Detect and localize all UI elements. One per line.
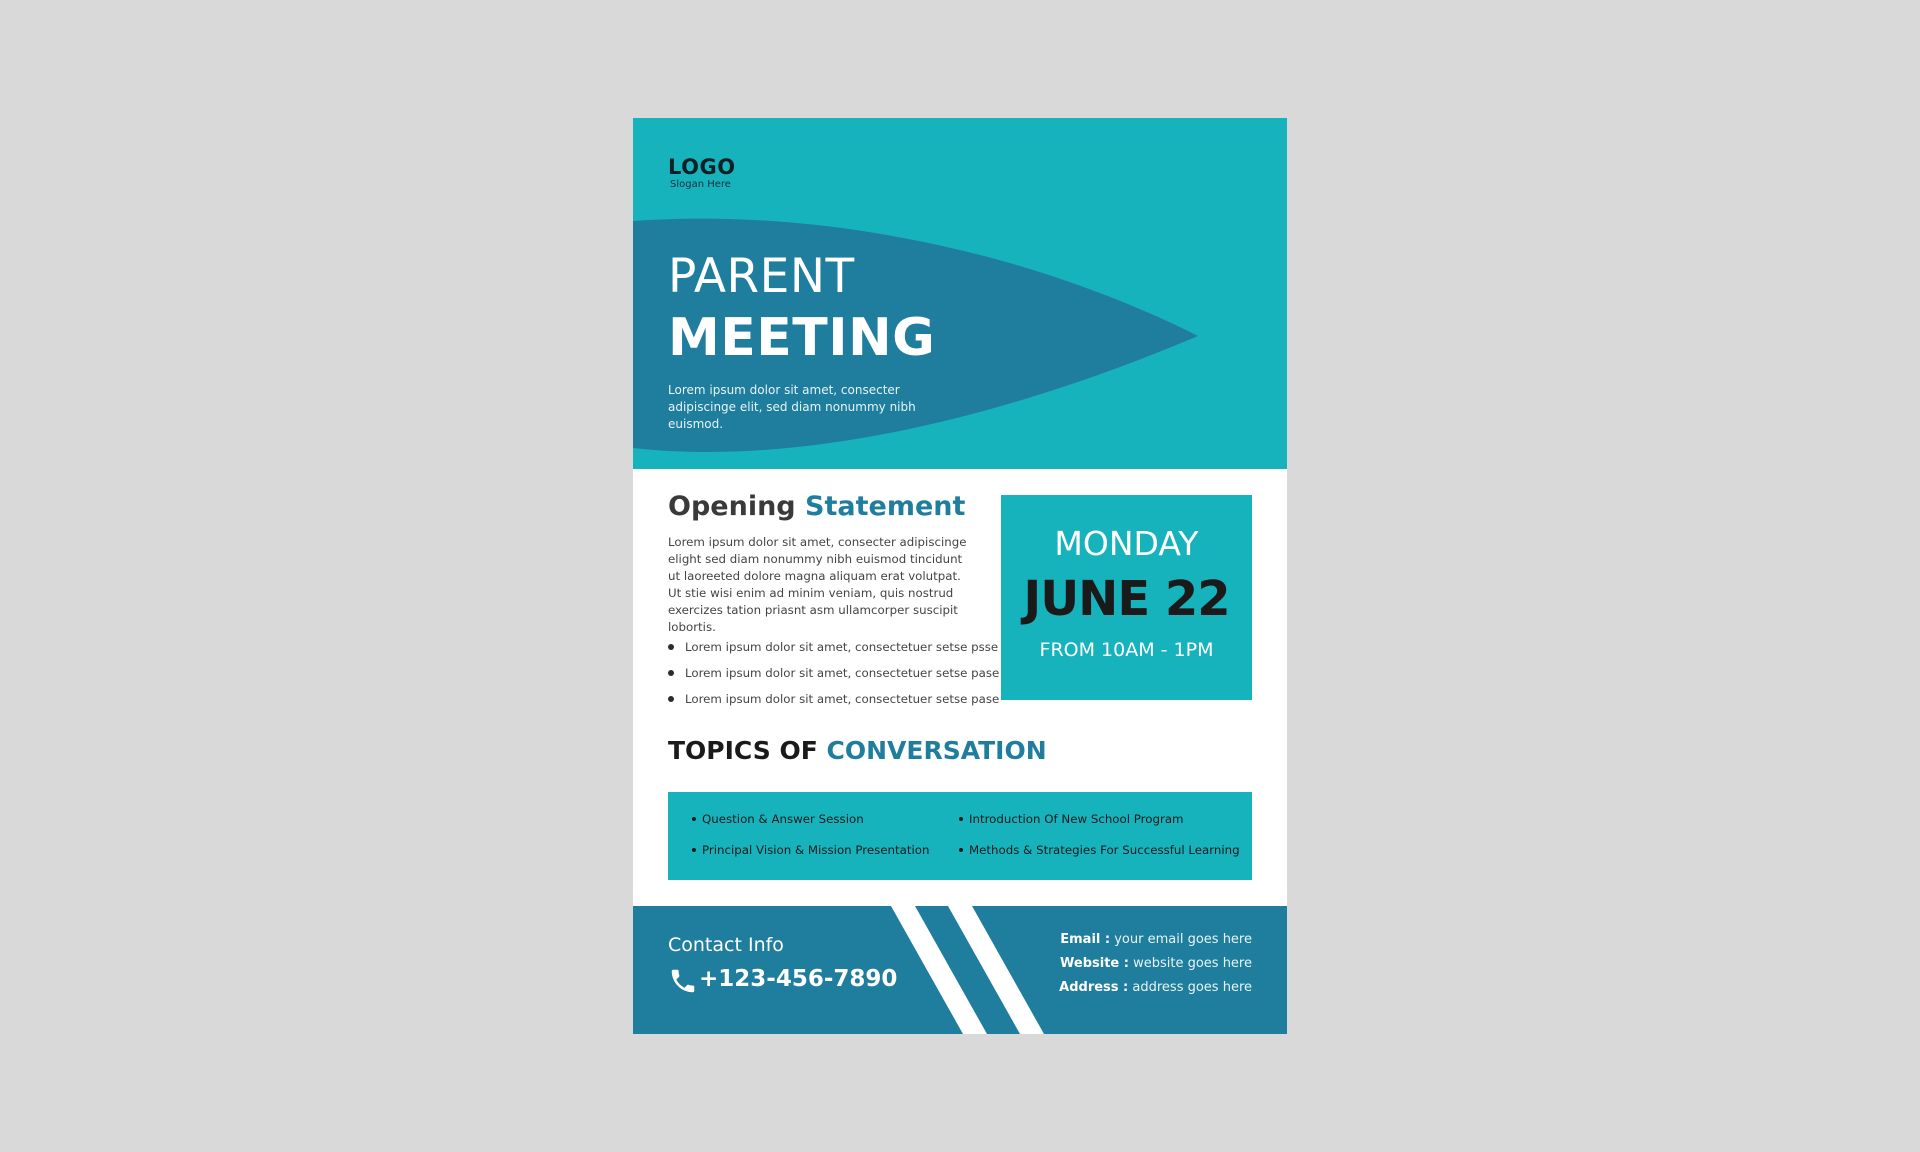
topic-text: Introduction Of New School Program	[969, 812, 1184, 826]
date-date: JUNE 22	[1023, 571, 1230, 627]
bullet-dot-icon	[959, 817, 963, 821]
date-box	[1001, 495, 1252, 700]
bullet-text: Lorem ipsum dolor sit amet, consectetuer setse pase	[685, 692, 1000, 706]
address-row	[1059, 976, 1252, 1000]
list-item	[668, 686, 1000, 712]
title-parent: PARENT	[668, 249, 855, 304]
bullet-text: Lorem ipsum dolor sit amet, consectetuer setse psse	[685, 640, 999, 654]
title-meeting: MEETING	[668, 308, 936, 368]
topic-item	[692, 842, 929, 858]
email-label: Email :	[1060, 932, 1111, 947]
phone-icon	[668, 966, 698, 996]
topics-heading	[668, 735, 1047, 767]
topic-item	[959, 842, 1240, 858]
website-row	[1059, 952, 1252, 976]
bullet-dot-icon	[692, 817, 696, 821]
address-value: address goes here	[1132, 980, 1252, 995]
website-value: website goes here	[1133, 956, 1252, 971]
bullet-dot-icon	[668, 644, 674, 650]
contact-info-label: Contact Info	[668, 934, 784, 956]
topic-text: Methods & Strategies For Successful Learning	[969, 843, 1240, 857]
topics-box	[668, 792, 1252, 880]
topic-item	[692, 811, 864, 827]
logo	[668, 155, 736, 191]
date-time: FROM 10AM - 1PM	[1039, 639, 1214, 661]
bullet-dot-icon	[668, 670, 674, 676]
opening-bullet-list	[668, 634, 1000, 712]
opening-heading-part2: Statement	[805, 491, 966, 522]
header-description: Lorem ipsum dolor sit amet, consecter adipiscinge elit, sed diam nonummy nibh euismod.	[668, 383, 916, 431]
date-day: MONDAY	[1054, 524, 1199, 563]
footer	[633, 906, 1287, 1034]
topics-heading-part1: TOPICS OF	[668, 736, 818, 765]
topic-text: Principal Vision & Mission Presentation	[702, 843, 930, 857]
logo-text: LOGO	[668, 155, 736, 179]
logo-slogan: Slogan Here	[670, 179, 731, 190]
phone-number: +123-456-7890	[699, 966, 898, 992]
flyer	[633, 118, 1287, 1034]
topic-item	[959, 811, 1184, 827]
opening-statement-body: Lorem ipsum dolor sit amet, consecter adipiscinge elight sed diam nonummy nibh euismod tincidunt ut laoreeted dolore magna aliquam erat volutpat. Ut stie wisi enim ad minim veniam, quis nostrud exercizes tation priasnt asm ullamcorper suscipit lobortis.	[668, 535, 967, 634]
topic-text: Question & Answer Session	[702, 812, 864, 826]
topics-heading-part2: CONVERSATION	[826, 736, 1047, 765]
website-label: Website :	[1060, 956, 1129, 971]
list-item	[668, 634, 999, 660]
bullet-text: Lorem ipsum dolor sit amet, consectetuer setse pase	[685, 666, 1000, 680]
bullet-dot-icon	[668, 696, 674, 702]
bullet-dot-icon	[692, 848, 696, 852]
bullet-dot-icon	[959, 848, 963, 852]
address-label: Address :	[1059, 980, 1129, 995]
header-banner	[633, 118, 1287, 469]
opening-heading-part1: Opening	[668, 491, 796, 522]
list-item	[668, 660, 1000, 686]
contact-details	[1059, 928, 1252, 1000]
opening-statement-heading	[668, 490, 965, 524]
email-row	[1059, 928, 1252, 952]
email-value: your email goes here	[1114, 932, 1252, 947]
